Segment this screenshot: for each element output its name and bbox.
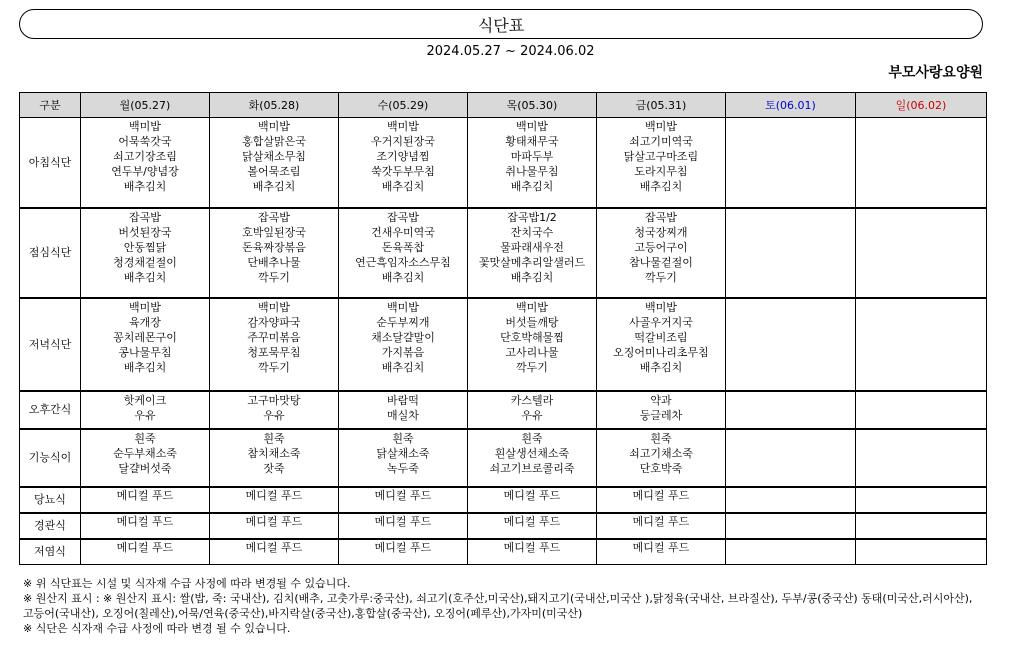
- header-day-wed: 수(05.29): [339, 93, 468, 118]
- menu-item: 잡곡밥: [645, 210, 677, 224]
- menu-item: 백미밥: [645, 300, 677, 314]
- menu-item: 백미밥: [516, 300, 548, 314]
- header-day-sun: 일(06.02): [856, 93, 987, 118]
- menu-item: 고사리나물: [505, 345, 559, 359]
- menu-item: 배추김치: [381, 270, 425, 284]
- menu-item: 볼어묵조림: [247, 165, 301, 178]
- special-diet-cell: 메디컬 푸드: [339, 513, 468, 539]
- header-day-mon: 월(05.27): [81, 93, 210, 118]
- menu-item: 배추김치: [123, 180, 167, 193]
- menu-item: 취나물무침: [505, 165, 559, 178]
- meal-cell: [81, 298, 210, 391]
- menu-item: 깍두기: [645, 270, 677, 284]
- menu-item: 백미밥: [129, 120, 161, 133]
- meal-cell: [81, 118, 210, 208]
- meal-cell: [339, 391, 468, 429]
- date-range: 2024.05.27 ~ 2024.06.02: [426, 44, 595, 59]
- menu-item: 조기양념찜: [376, 150, 430, 163]
- row-label: 경관식: [20, 513, 81, 539]
- header-day-tue: 화(05.28): [210, 93, 339, 118]
- menu-item: 바람떡: [387, 393, 419, 407]
- page-title: 식단표: [477, 15, 525, 35]
- menu-item: 배추김치: [510, 180, 554, 193]
- organization-name: 부모사랑요양원: [888, 65, 983, 81]
- menu-item: 백미밥: [258, 120, 290, 133]
- special-diet-cell: 메디컬 푸드: [339, 487, 468, 513]
- meal-row: [20, 391, 987, 429]
- meal-cell: [468, 208, 597, 298]
- special-diet-cell: [726, 487, 856, 513]
- menu-item: 배추김치: [252, 180, 296, 193]
- menu-item: 버섯된장국: [118, 225, 172, 239]
- special-diet-cell: 메디컬 푸드: [597, 487, 726, 513]
- menu-item: 흰살생선채소죽: [494, 446, 570, 460]
- meal-cell: [468, 429, 597, 487]
- meal-cell: [597, 118, 726, 208]
- header-category: 구분: [20, 93, 81, 118]
- menu-item: 깍두기: [258, 360, 290, 374]
- menu-item: 잡곡밥: [258, 210, 290, 224]
- menu-item: 사골우거지국: [629, 315, 693, 329]
- menu-item: 잡곡밥: [387, 210, 419, 224]
- note-line: ※ 위 식단표는 시설 및 식자재 수급 사정에 따라 변경될 수 있습니다.: [23, 577, 351, 590]
- menu-item: 배추김치: [381, 180, 425, 193]
- menu-item: 잣죽: [263, 461, 285, 475]
- menu-item: 버섯들깨탕: [505, 315, 559, 329]
- menu-item: 쑥갓두부무침: [371, 165, 435, 178]
- menu-item: 잡곡밥1/2: [507, 210, 557, 224]
- menu-item: 배추김치: [381, 360, 425, 374]
- menu-item: 쇠고기채소죽: [629, 446, 693, 460]
- menu-item: 단호박해물찜: [500, 330, 564, 344]
- special-diet-row: [20, 513, 987, 539]
- special-diet-cell: [726, 513, 856, 539]
- menu-item: 달걀버섯죽: [118, 461, 172, 475]
- special-diet-cell: [856, 539, 987, 565]
- menu-item: 건새우미역국: [371, 225, 435, 239]
- menu-item: 닭살채소무침: [242, 150, 306, 163]
- meal-cell: [597, 298, 726, 391]
- menu-item: 돈육짜장볶음: [242, 240, 306, 254]
- menu-item: 우거지된장국: [371, 135, 435, 148]
- special-diet-cell: 메디컬 푸드: [468, 487, 597, 513]
- note-line: ※ 식단은 식자재 수급 사정에 따라 변경 될 수 있습니다.: [23, 622, 291, 635]
- menu-item: 약과: [650, 393, 672, 407]
- menu-item: 녹두죽: [387, 461, 419, 475]
- meal-cell: [726, 118, 856, 208]
- row-label: 저녁식단: [20, 298, 81, 391]
- menu-item: 도라지무침: [634, 165, 688, 178]
- menu-item: 흰죽: [650, 431, 672, 445]
- menu-item: 흰죽: [263, 431, 285, 445]
- special-diet-cell: 메디컬 푸드: [597, 539, 726, 565]
- meal-cell: [726, 208, 856, 298]
- menu-item: 쇠고기장조림: [113, 150, 177, 163]
- notes: [23, 576, 983, 636]
- special-diet-cell: 메디컬 푸드: [339, 539, 468, 565]
- meal-table: [19, 92, 987, 565]
- meal-cell: [856, 208, 987, 298]
- menu-item: 깍두기: [258, 270, 290, 284]
- meal-cell: [339, 298, 468, 391]
- menu-item: 콩나물무침: [118, 345, 172, 359]
- special-diet-cell: 메디컬 푸드: [468, 513, 597, 539]
- menu-item: 흰죽: [521, 431, 543, 445]
- row-label: 아침식단: [20, 118, 81, 208]
- meal-cell: [210, 391, 339, 429]
- meal-cell: [210, 208, 339, 298]
- menu-item: 단배추나물: [247, 255, 301, 269]
- menu-item: 우유: [263, 408, 285, 422]
- menu-item: 잔치국수: [510, 225, 554, 239]
- menu-item: 순두부채소죽: [113, 446, 177, 460]
- meal-cell: [856, 298, 987, 391]
- header-row: [20, 93, 987, 118]
- menu-item: 청경채겉절이: [113, 255, 177, 269]
- special-diet-cell: 메디컬 푸드: [81, 487, 210, 513]
- menu-item: 참나물겉절이: [629, 255, 693, 269]
- meal-cell: [856, 391, 987, 429]
- menu-item: 배추김치: [639, 180, 683, 193]
- meal-cell: [468, 391, 597, 429]
- header-day-fri: 금(05.31): [597, 93, 726, 118]
- menu-item: 물파래새우전: [500, 240, 564, 254]
- row-label: 기능식이: [20, 429, 81, 487]
- meal-cell: [210, 429, 339, 487]
- meal-cell: [726, 391, 856, 429]
- meal-cell: [597, 391, 726, 429]
- special-diet-cell: [726, 539, 856, 565]
- special-diet-row: [20, 487, 987, 513]
- menu-item: 잡곡밥: [129, 210, 161, 224]
- meal-cell: [81, 208, 210, 298]
- menu-item: 우유: [134, 408, 156, 422]
- meal-row: [20, 208, 987, 298]
- menu-item: 백미밥: [129, 300, 161, 314]
- meal-cell: [81, 391, 210, 429]
- menu-item: 깍두기: [516, 360, 548, 374]
- special-diet-cell: 메디컬 푸드: [81, 539, 210, 565]
- menu-item: 어묵쑥갓국: [118, 135, 172, 148]
- menu-item: 매실차: [387, 408, 419, 422]
- menu-item: 둥글레차: [639, 408, 683, 422]
- row-label: 오후간식: [20, 391, 81, 429]
- menu-item: 참치채소죽: [247, 446, 301, 460]
- special-diet-cell: 메디컬 푸드: [210, 539, 339, 565]
- menu-item: 쇠고기브로콜리죽: [489, 461, 575, 475]
- menu-item: 배추김치: [510, 270, 554, 284]
- meal-cell: [597, 429, 726, 487]
- menu-item: 안동찜닭: [123, 240, 167, 254]
- menu-item: 백미밥: [387, 120, 419, 133]
- menu-item: 배추김치: [123, 270, 167, 284]
- meal-cell: [339, 118, 468, 208]
- menu-item: 청포묵무침: [247, 345, 301, 359]
- meal-row: [20, 298, 987, 391]
- title-box: [19, 9, 983, 39]
- meal-cell: [726, 298, 856, 391]
- menu-item: 백미밥: [387, 300, 419, 314]
- meal-cell: [81, 429, 210, 487]
- menu-item: 흰죽: [134, 431, 156, 445]
- meal-cell: [468, 118, 597, 208]
- special-diet-cell: 메디컬 푸드: [468, 539, 597, 565]
- menu-item: 카스텔라: [510, 393, 554, 407]
- row-label: 당뇨식: [20, 487, 81, 513]
- special-diet-cell: [856, 487, 987, 513]
- header-day-sat: 토(06.01): [726, 93, 856, 118]
- menu-item: 황태채무국: [505, 135, 559, 148]
- special-diet-cell: 메디컬 푸드: [81, 513, 210, 539]
- menu-item: 주꾸미볶음: [247, 330, 301, 344]
- meal-cell: [726, 429, 856, 487]
- row-label: 점심식단: [20, 208, 81, 298]
- menu-item: 꽁치레몬구이: [113, 330, 177, 344]
- special-diet-row: [20, 539, 987, 565]
- menu-item: 쇠고기미역국: [629, 135, 693, 148]
- menu-item: 닭살채소죽: [376, 446, 430, 460]
- special-diet-cell: 메디컬 푸드: [210, 513, 339, 539]
- menu-item: 단호박죽: [639, 461, 683, 475]
- menu-item: 백미밥: [516, 120, 548, 133]
- menu-item: 고등어구이: [634, 240, 688, 254]
- menu-item: 배추김치: [639, 360, 683, 374]
- menu-item: 가지볶음: [381, 345, 425, 359]
- menu-item: 배추김치: [123, 360, 167, 374]
- menu-item: 우유: [521, 408, 543, 422]
- menu-item: 육개장: [129, 315, 161, 329]
- menu-item: 떡갈비조림: [634, 330, 688, 344]
- meal-cell: [339, 208, 468, 298]
- special-diet-cell: 메디컬 푸드: [597, 513, 726, 539]
- meal-cell: [856, 429, 987, 487]
- meal-cell: [468, 298, 597, 391]
- row-label: 저염식: [20, 539, 81, 565]
- meal-cell: [856, 118, 987, 208]
- menu-item: 고구마맛탕: [247, 393, 301, 407]
- menu-item: 감자양파국: [247, 315, 301, 329]
- menu-item: 오징어미나리초무침: [613, 345, 709, 359]
- menu-item: 청국장찌개: [634, 225, 688, 239]
- menu-item: 채소달걀말이: [371, 330, 435, 344]
- menu-item: 마파두부: [510, 150, 554, 163]
- menu-item: 핫케이크: [123, 393, 167, 407]
- meal-cell: [339, 429, 468, 487]
- menu-item: 연두부/양념장: [111, 165, 179, 178]
- menu-item: 홍합살맑은국: [242, 135, 306, 148]
- meal-row: [20, 429, 987, 487]
- meal-cell: [597, 208, 726, 298]
- menu-item: 연근흑임자소스무침: [355, 255, 451, 269]
- meal-cell: [210, 118, 339, 208]
- menu-item: 백미밥: [258, 300, 290, 314]
- meal-row: [20, 118, 987, 208]
- header-day-thu: 목(05.30): [468, 93, 597, 118]
- special-diet-cell: 메디컬 푸드: [210, 487, 339, 513]
- special-diet-cell: [856, 513, 987, 539]
- note-line: ※ 원산지 표시 : ※ 원산지 표시: 쌀(밥, 죽: 국내산), 김치(배추, 고춧가루:중국산), 쇠고기(호주산,미국산),돼지고기(국내산,미국산 ),닭정육(국내산, 브라질산), 두부/콩(중국산) 동태(미국산,러시아산), 고등어(국내산), 오징어(칠레산),어묵/연육(중국산),바지락살(중국산),홍합살(중국산), 오징어(페루산),가자미(미국산): [23, 592, 973, 620]
- menu-item: 흰죽: [392, 431, 414, 445]
- menu-item: 순두부찌개: [376, 315, 430, 329]
- menu-item: 돈육폭찹: [381, 240, 425, 254]
- meal-cell: [210, 298, 339, 391]
- menu-item: 꽃맛살메추리알샐러드: [478, 255, 586, 269]
- menu-item: 호박잎된장국: [242, 225, 306, 239]
- menu-item: 닭살고구마조림: [623, 150, 699, 163]
- menu-item: 백미밥: [645, 120, 677, 133]
